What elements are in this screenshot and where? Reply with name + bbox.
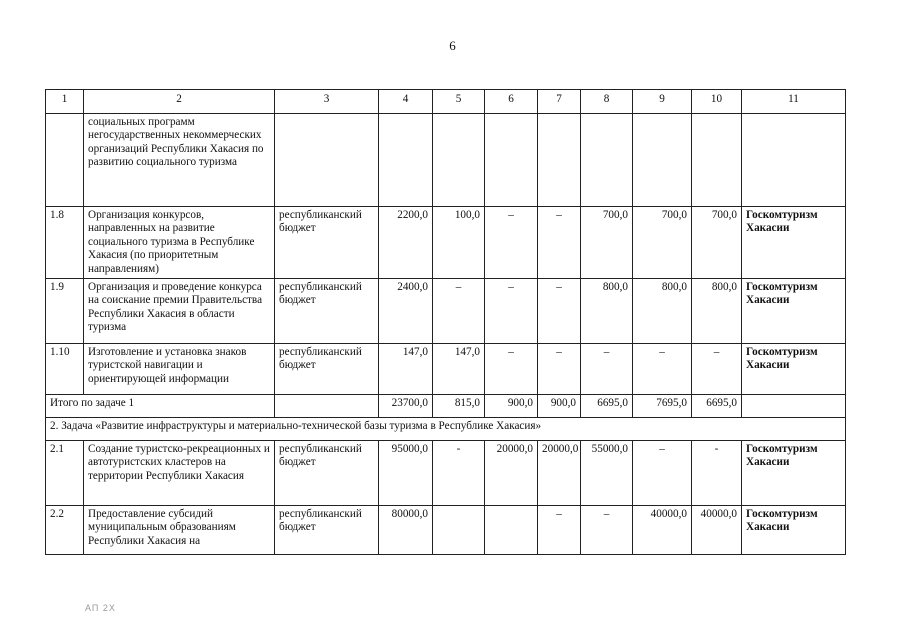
value-cell (692, 114, 742, 207)
funding-source (275, 395, 379, 418)
header-cell: 5 (433, 90, 485, 114)
value-cell: 6695,0 (581, 395, 633, 418)
value-cell: - (692, 441, 742, 506)
value-cell (581, 114, 633, 207)
header-row (46, 90, 846, 114)
value-cell: – (692, 344, 742, 395)
value-cell: – (538, 279, 581, 344)
value-cell: 40000,0 (692, 506, 742, 555)
funding-source: республиканский бюджет (275, 506, 379, 555)
row-number: 1.9 (46, 279, 84, 344)
table-row (46, 114, 846, 207)
value-cell: 815,0 (433, 395, 485, 418)
task-heading: 2. Задача «Развитие инфраструктуры и материально-технической базы туризма в Республике Хакасия» (46, 418, 846, 441)
value-cell: 147,0 (379, 344, 433, 395)
measure-name: Создание туристско-рекреационных и автотуристских кластеров на территории Республики Хакасия (84, 441, 275, 506)
value-cell: 40000,0 (633, 506, 692, 555)
value-cell: 900,0 (485, 395, 538, 418)
value-cell: – (633, 441, 692, 506)
value-cell (485, 506, 538, 555)
value-cell (633, 114, 692, 207)
value-cell: – (538, 207, 581, 279)
executor: Госкомтуризм Хакасии (742, 344, 846, 395)
header-cell: 11 (742, 90, 846, 114)
total-label: Итого по задаче 1 (46, 395, 275, 418)
header-cell: 3 (275, 90, 379, 114)
value-cell: 95000,0 (379, 441, 433, 506)
value-cell (433, 114, 485, 207)
program-table (45, 89, 846, 555)
table-row (46, 279, 846, 344)
value-cell: 2200,0 (379, 207, 433, 279)
value-cell: – (633, 344, 692, 395)
value-cell: 900,0 (538, 395, 581, 418)
value-cell: 800,0 (692, 279, 742, 344)
value-cell: – (485, 279, 538, 344)
task-row (46, 418, 846, 441)
value-cell (538, 114, 581, 207)
value-cell: 23700,0 (379, 395, 433, 418)
header-cell: 6 (485, 90, 538, 114)
row-number (46, 114, 84, 207)
measure-name: Изготовление и установка знаков туристской навигации и ориентирующей информации (84, 344, 275, 395)
value-cell (485, 114, 538, 207)
value-cell: – (581, 344, 633, 395)
header-cell: 4 (379, 90, 433, 114)
funding-source: республиканский бюджет (275, 441, 379, 506)
value-cell: – (581, 506, 633, 555)
page-number: 6 (449, 38, 456, 53)
value-cell: 2400,0 (379, 279, 433, 344)
executor: Госкомтуризм Хакасии (742, 207, 846, 279)
value-cell: 800,0 (633, 279, 692, 344)
value-cell: 800,0 (581, 279, 633, 344)
value-cell: 7695,0 (633, 395, 692, 418)
row-number: 1.10 (46, 344, 84, 395)
header-cell: 1 (46, 90, 84, 114)
measure-name: социальных программ негосударственных некоммерческих организаций Республики Хакасия по развитию социального туризма (84, 114, 275, 207)
measure-name: Организация и проведение конкурса на соискание премии Правительства Республики Хакасия в области туризма (84, 279, 275, 344)
value-cell: – (485, 207, 538, 279)
executor: Госкомтуризм Хакасии (742, 506, 846, 555)
header-cell: 2 (84, 90, 275, 114)
row-number: 1.8 (46, 207, 84, 279)
value-cell: 700,0 (581, 207, 633, 279)
funding-source: республиканский бюджет (275, 344, 379, 395)
row-number: 2.1 (46, 441, 84, 506)
value-cell: 700,0 (692, 207, 742, 279)
executor (742, 114, 846, 207)
value-cell: 700,0 (633, 207, 692, 279)
value-cell: 80000,0 (379, 506, 433, 555)
executor (742, 395, 846, 418)
value-cell: 6695,0 (692, 395, 742, 418)
value-cell: - (433, 441, 485, 506)
footer-mark: АП 2Х (85, 603, 116, 613)
header-cell: 8 (581, 90, 633, 114)
value-cell: 55000,0 (581, 441, 633, 506)
value-cell: – (538, 344, 581, 395)
header-cell: 10 (692, 90, 742, 114)
funding-source (275, 114, 379, 207)
executor: Госкомтуризм Хакасии (742, 279, 846, 344)
value-cell (433, 506, 485, 555)
value-cell: 100,0 (433, 207, 485, 279)
value-cell: 147,0 (433, 344, 485, 395)
value-cell: – (433, 279, 485, 344)
table-row (46, 344, 846, 395)
row-number: 2.2 (46, 506, 84, 555)
executor: Госкомтуризм Хакасии (742, 441, 846, 506)
measure-name: Предоставление субсидий муниципальным образованиям Республики Хакасия на (84, 506, 275, 555)
funding-source: республиканский бюджет (275, 279, 379, 344)
value-cell: 20000,0 (485, 441, 538, 506)
value-cell: – (485, 344, 538, 395)
measure-name: Организация конкурсов, направленных на развитие социального туризма в Республике Хакасия (по приоритетным направлениям) (84, 207, 275, 279)
header-cell: 9 (633, 90, 692, 114)
table-row (46, 207, 846, 279)
header-cell: 7 (538, 90, 581, 114)
table-row (46, 441, 846, 506)
funding-source: республиканский бюджет (275, 207, 379, 279)
value-cell: – (538, 506, 581, 555)
table-row (46, 506, 846, 555)
value-cell: 20000,0 (538, 441, 581, 506)
value-cell (379, 114, 433, 207)
total-row (46, 395, 846, 418)
